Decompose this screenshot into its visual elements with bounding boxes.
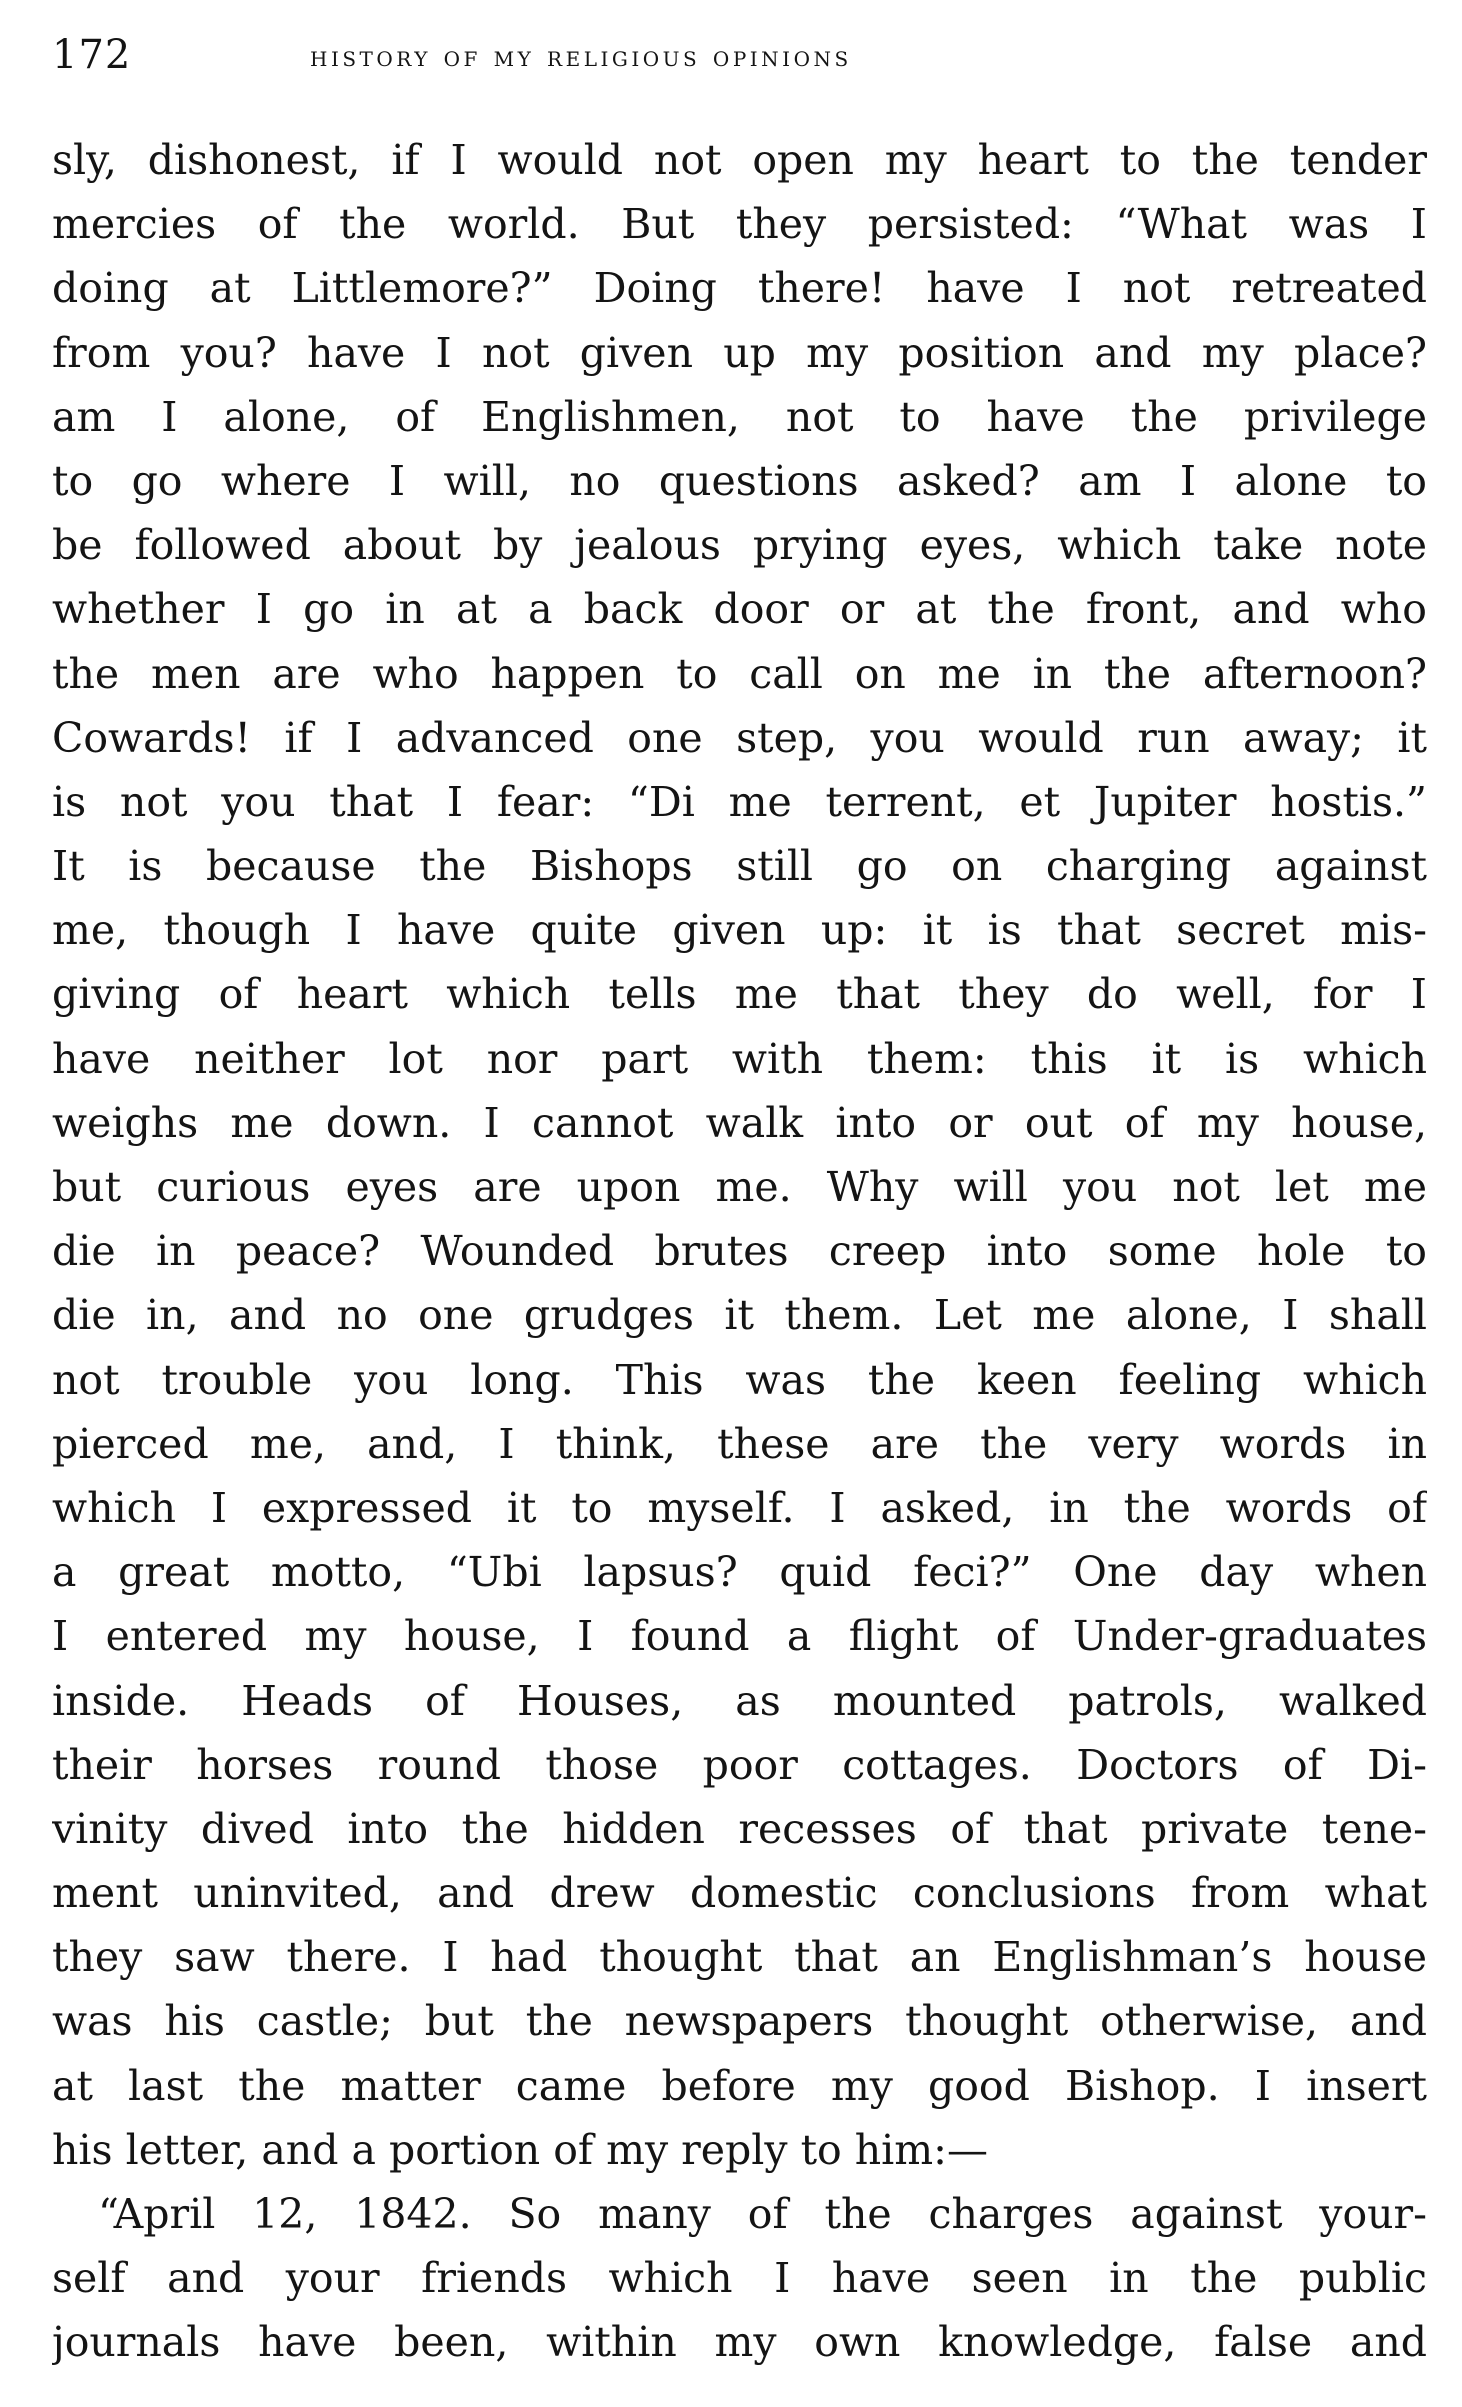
text-line: his letter, and a portion of my reply to him:— (52, 2125, 988, 2174)
text-line: vinity dived into the hidden recesses of that private tene- (52, 1804, 1427, 1853)
text-line: sly, dishonest, if I would not open my heart to the tender (52, 136, 1427, 184)
text-line: pierced me, and, I think, these are the very words in (52, 1419, 1427, 1468)
text-line: Cowards! if I advanced one step, you would run away; it (52, 713, 1427, 762)
text-line: me, though I have quite given up: it is that secret mis- (52, 906, 1427, 955)
text-line: self and your friends which I have seen in the public (52, 2254, 1427, 2303)
text-line: weighs me down. I cannot walk into or out of my house, (52, 1098, 1427, 1147)
text-line: “April 12, 1842. So many of the charges against your- (98, 2190, 1427, 2238)
text-line: at last the matter came before my good Bishop. I insert (52, 2061, 1427, 2110)
text-line: their horses round those poor cottages. Doctors of Di- (52, 1740, 1427, 1789)
text-line: It is because the Bishops still go on charging against (52, 842, 1427, 891)
text-line: a great motto, “Ubi lapsus? quid feci?” One day when (52, 1548, 1427, 1597)
text-line: I entered my house, I found a flight of Under-graduates (52, 1612, 1427, 1661)
text-line: ment uninvited, and drew domestic conclusions from what (52, 1869, 1427, 1918)
text-line: to go where I will, no questions asked? am I alone to (52, 456, 1427, 505)
book-page (52, 0, 1427, 2407)
page-number: 172 (52, 32, 132, 78)
text-line: but curious eyes are upon me. Why will you not let me (52, 1163, 1427, 1211)
text-line: which I expressed it to myself. I asked, in the words of (52, 1483, 1427, 1532)
page-header (52, 30, 1427, 80)
text-line: doing at Littlemore?” Doing there! have I not retreated (52, 264, 1427, 313)
text-line: the men are who happen to call on me in the afternoon? (52, 649, 1427, 698)
text-line: be followed about by jealous prying eyes, which take note (52, 521, 1427, 570)
running-head: history of my religious opinions (310, 39, 852, 73)
body-text (52, 128, 1427, 2375)
text-line: from you? have I not given up my position and my place? (52, 328, 1427, 377)
text-line: inside. Heads of Houses, as mounted patrols, walked (52, 1676, 1427, 1725)
text-line: giving of heart which tells me that they do well, for I (52, 970, 1427, 1019)
text-line: journals have been, within my own knowledge, false and (52, 2318, 1427, 2367)
text-line: die in peace? Wounded brutes creep into some hole to (52, 1227, 1427, 1276)
text-line: they saw there. I had thought that an Englishman’s house (52, 1933, 1427, 1982)
text-line: mercies of the world. But they persisted: “What was I (52, 200, 1427, 249)
text-line: die in, and no one grudges it them. Let me alone, I shall (52, 1291, 1427, 1340)
text-line: is not you that I fear: “Di me terrent, et Jupiter hostis.” (52, 777, 1427, 826)
text-line: was his castle; but the newspapers thought otherwise, and (52, 1997, 1427, 2046)
text-line: have neither lot nor part with them: this it is which (52, 1034, 1427, 1083)
text-line: whether I go in at a back door or at the front, and who (52, 585, 1427, 634)
text-line: am I alone, of Englishmen, not to have the privilege (52, 392, 1427, 441)
text-line: not trouble you long. This was the keen feeling which (52, 1355, 1427, 1404)
